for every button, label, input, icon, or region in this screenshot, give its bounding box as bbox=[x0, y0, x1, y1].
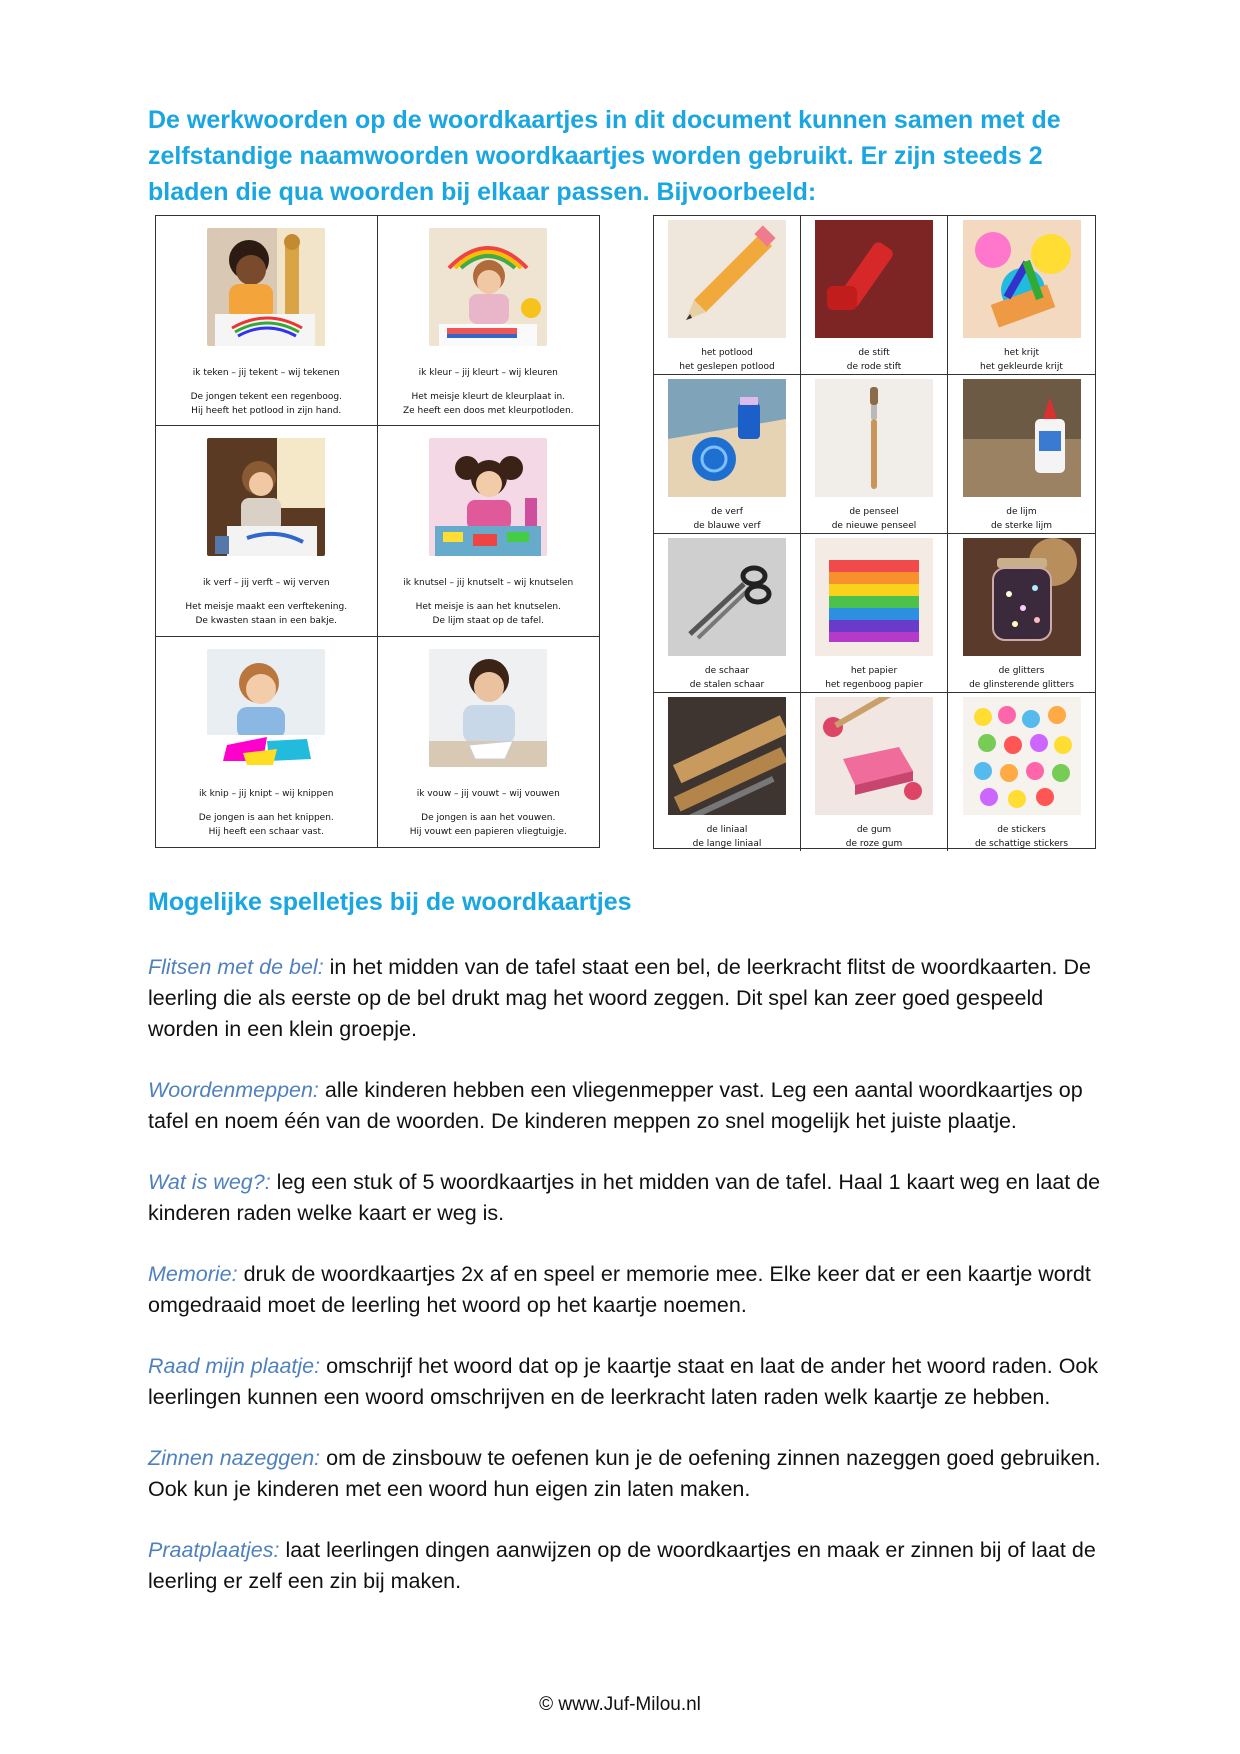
verb-sentences bbox=[410, 811, 567, 839]
verb-sentences bbox=[191, 390, 342, 418]
girl-coloring-image bbox=[429, 228, 547, 346]
sentence-line: De jongen is aan het knippen. bbox=[198, 812, 334, 823]
game-name: Woordenmeppen: bbox=[148, 1078, 319, 1102]
verb-card bbox=[378, 426, 600, 636]
noun-word: de penseel bbox=[849, 507, 899, 517]
ruler-image bbox=[668, 697, 786, 815]
marker-image bbox=[815, 220, 933, 338]
noun-label bbox=[847, 346, 902, 374]
noun-card bbox=[948, 375, 1095, 534]
noun-card bbox=[801, 216, 948, 375]
verb-sentences bbox=[403, 390, 574, 418]
noun-label bbox=[991, 505, 1052, 533]
verb-conjugation: ik kleur – jij kleurt – wij kleuren bbox=[418, 368, 558, 378]
noun-phrase: het geslepen potlood bbox=[679, 362, 775, 372]
sentence-line: De kwasten staan in een bakje. bbox=[195, 616, 338, 627]
game-name: Memorie: bbox=[148, 1262, 238, 1286]
brush-image bbox=[815, 379, 933, 497]
noun-label bbox=[832, 505, 917, 533]
sentence-line: De lijm staat op de tafel. bbox=[432, 616, 544, 627]
noun-label bbox=[679, 346, 774, 374]
games-list bbox=[148, 952, 1108, 1627]
game-description: in het midden van de tafel staat een bel, de leerkracht flitst de woordkaarten. De leerling die als eerste op de bel drukt mag het woord zeggen. Dit spel kan zeer goed gespeeld worden in een klein groepje. bbox=[148, 955, 1091, 1041]
noun-card bbox=[801, 693, 948, 851]
noun-label bbox=[980, 346, 1063, 374]
noun-word: de gum bbox=[856, 825, 892, 835]
game-description: alle kinderen hebben een vliegenmepper vast. Leg een aantal woordkaartjes op tafel en noem één van de woorden. De kinderen meppen zo snel mogelijk het juiste plaatje. bbox=[148, 1078, 1083, 1133]
game-paragraph bbox=[148, 1259, 1108, 1321]
noun-word: de glitters bbox=[998, 666, 1045, 676]
noun-card bbox=[654, 534, 801, 693]
sentence-line: Het meisje is aan het knutselen. bbox=[415, 602, 561, 613]
verb-conjugation: ik teken – jij tekent – wij tekenen bbox=[192, 368, 340, 378]
sentence-line: De jongen is aan het vouwen. bbox=[421, 812, 556, 823]
noun-phrase: de sterke lijm bbox=[990, 521, 1053, 531]
verb-conjugation: ik vouw – jij vouwt – wij vouwen bbox=[416, 788, 560, 799]
game-paragraph bbox=[148, 1535, 1108, 1597]
game-paragraph bbox=[148, 1351, 1108, 1413]
eraser-image bbox=[815, 697, 933, 815]
noun-card-sheet bbox=[653, 215, 1096, 849]
game-paragraph bbox=[148, 952, 1108, 1045]
game-name: Flitsen met de bel: bbox=[148, 955, 324, 979]
noun-card bbox=[801, 534, 948, 693]
game-description: druk de woordkaartjes 2x af en speel er memorie mee. Elke keer dat er een kaartje wordt omgedraaid moet de leerling het woord op het kaartje noemen. bbox=[148, 1262, 1091, 1317]
noun-card bbox=[654, 693, 801, 851]
verb-card bbox=[378, 216, 600, 426]
noun-word: de schaar bbox=[704, 666, 750, 676]
games-heading: Mogelijke spelletjes bij de woordkaartjes bbox=[148, 888, 632, 916]
game-description: leg een stuk of 5 woordkaartjes in het midden van de tafel. Haal 1 kaart weg en laat de kinderen raden welke kaart er weg is. bbox=[148, 1170, 1101, 1225]
stickers-image bbox=[963, 697, 1081, 815]
noun-word: de verf bbox=[711, 507, 743, 517]
noun-word: de stift bbox=[858, 348, 890, 358]
intro-heading: De werkwoorden op de woordkaartjes in dit document kunnen samen met de zelfstandige naamwoorden woordkaartjes worden gebruikt. Er zijn steeds 2 bladen die qua woorden bij elkaar passen. Bijvoorbeeld: bbox=[148, 106, 1061, 206]
verb-card bbox=[156, 426, 378, 636]
verb-card bbox=[156, 637, 378, 847]
pencil-image bbox=[668, 220, 786, 338]
girl-painting-image bbox=[207, 438, 325, 556]
noun-word: de stickers bbox=[997, 825, 1046, 835]
noun-card bbox=[948, 693, 1095, 851]
game-name: Wat is weg?: bbox=[148, 1170, 271, 1194]
boy-folding-image bbox=[429, 649, 547, 767]
noun-phrase: het regenboog papier bbox=[825, 680, 923, 690]
noun-phrase: de schattige stickers bbox=[974, 839, 1069, 849]
girl-crafting-image bbox=[429, 438, 547, 556]
noun-label bbox=[825, 664, 923, 692]
footer-copyright: © www.Juf-Milou.nl bbox=[539, 1694, 701, 1715]
noun-word: het potlood bbox=[701, 348, 753, 358]
glitter-image bbox=[963, 538, 1081, 656]
noun-card bbox=[948, 534, 1095, 693]
sentence-line: Ze heeft een doos met kleurpotloden. bbox=[402, 406, 574, 416]
sentence-line: Het meisje kleurt de kleurplaat in. bbox=[411, 392, 566, 402]
scissors-image bbox=[668, 538, 786, 656]
noun-card bbox=[654, 216, 801, 375]
crayons-image bbox=[963, 220, 1081, 338]
noun-label bbox=[969, 664, 1074, 692]
noun-card bbox=[948, 216, 1095, 375]
noun-phrase: de nieuwe penseel bbox=[831, 521, 917, 531]
paint-image bbox=[668, 379, 786, 497]
sentence-line: De jongen tekent een regenboog. bbox=[190, 392, 342, 402]
verb-sentences bbox=[185, 600, 347, 628]
game-name: Praatplaatjes: bbox=[148, 1538, 280, 1562]
verb-card bbox=[378, 637, 600, 847]
noun-word: de lijm bbox=[1006, 507, 1037, 517]
game-name: Zinnen nazeggen: bbox=[148, 1446, 321, 1470]
noun-label bbox=[693, 505, 760, 533]
noun-phrase: de roze gum bbox=[845, 839, 903, 849]
noun-word: het krijt bbox=[1003, 348, 1040, 358]
noun-phrase: de rode stift bbox=[846, 362, 902, 372]
noun-word: het papier bbox=[850, 666, 898, 676]
game-paragraph bbox=[148, 1443, 1108, 1505]
game-paragraph bbox=[148, 1075, 1108, 1137]
verb-card-sheet bbox=[155, 215, 600, 848]
game-paragraph bbox=[148, 1167, 1108, 1229]
sentence-line: Hij heeft het potlood in zijn hand. bbox=[191, 406, 342, 416]
boy-cutting-image bbox=[207, 649, 325, 767]
noun-phrase: de stalen schaar bbox=[689, 680, 765, 690]
noun-label bbox=[693, 823, 762, 851]
verb-sentences bbox=[416, 600, 561, 628]
verb-sentences bbox=[199, 811, 334, 839]
noun-card bbox=[654, 375, 801, 534]
noun-phrase: de glinsterende glitters bbox=[969, 680, 1074, 690]
boy-drawing-image bbox=[207, 228, 325, 346]
sentence-line: Hij heeft een schaar vast. bbox=[208, 826, 324, 837]
noun-label bbox=[975, 823, 1068, 851]
noun-label bbox=[846, 823, 902, 851]
glue-image bbox=[963, 379, 1081, 497]
game-name: Raad mijn plaatje: bbox=[148, 1354, 321, 1378]
noun-phrase: de lange liniaal bbox=[692, 839, 762, 849]
verb-conjugation: ik knutsel – jij knutselt – wij knutselen bbox=[403, 578, 574, 589]
sentence-line: Hij vouwt een papieren vliegtuigje. bbox=[409, 826, 567, 837]
verb-conjugation: ik knip – jij knipt – wij knippen bbox=[199, 788, 334, 799]
noun-word: de liniaal bbox=[706, 825, 748, 835]
game-description: om de zinsbouw te oefenen kun je de oefening zinnen nazeggen goed gebruiken. Ook kun je kinderen met een woord hun eigen zin laten maken. bbox=[148, 1446, 1101, 1501]
sentence-line: Het meisje maakt een verftekening. bbox=[185, 602, 348, 613]
noun-label bbox=[690, 664, 765, 692]
paper-image bbox=[815, 538, 933, 656]
game-description: omschrijf het woord dat op je kaartje staat en laat de ander het woord raden. Ook leerlingen kunnen een woord omschrijven en de leerkracht laten raden welk kaartje ze hebben. bbox=[148, 1354, 1099, 1409]
game-description: laat leerlingen dingen aanwijzen op de woordkaartjes en maak er zinnen bij of laat de leerling er zelf een zin bij maken. bbox=[148, 1538, 1096, 1593]
verb-card bbox=[156, 216, 378, 426]
noun-card bbox=[801, 375, 948, 534]
noun-phrase: de blauwe verf bbox=[693, 521, 761, 531]
noun-phrase: het gekleurde krijt bbox=[980, 362, 1063, 372]
verb-conjugation: ik verf – jij verft – wij verven bbox=[202, 578, 330, 589]
